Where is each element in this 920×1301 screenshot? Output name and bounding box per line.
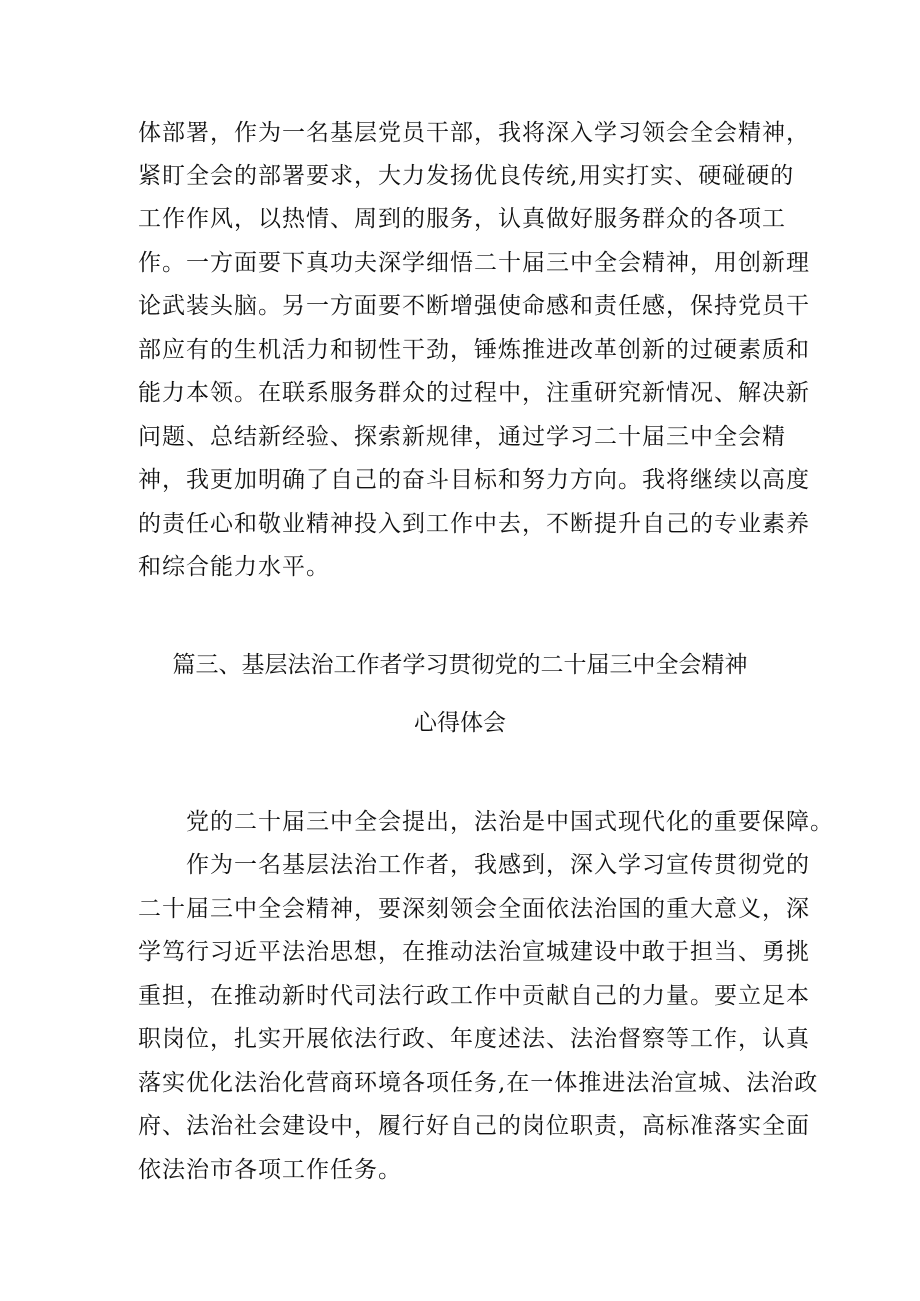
text-line: 问题、总结新经验、探索新规律，通过学习二十届三中全会精 [138, 424, 786, 450]
text-line: 工作作风，以热情、周到的服务，认真做好服务群众的各项工 [138, 206, 786, 232]
text-line: 职岗位，扎实开展依法行政、年度述法、法治督察等工作，认真 [138, 1026, 810, 1052]
text-line: 紧盯全会的部署要求，大力发扬优良传统,用实打实、硬碰硬的 [138, 163, 795, 189]
text-line: 能力本领。在联系服务群众的过程中，注重研究新情况、解决新 [138, 380, 810, 406]
text-line: 二十届三中全会精神，要深刻领会全面依法治国的重大意义，深 [138, 896, 810, 922]
text-line: 党的二十届三中全会提出，法治是中国式现代化的重要保障。 [186, 809, 834, 835]
text-line: 体部署，作为一名基层党员干部，我将深入学习领会全会精神， [138, 120, 810, 146]
text-line: 神，我更加明确了自己的奋斗目标和努力方向。我将继续以高度 [138, 467, 810, 493]
text-line: 学笃行习近平法治思想，在推动法治宣城建设中敢于担当、勇挑 [138, 939, 810, 965]
text-line: 部应有的生机活力和韧性干劲，锤炼推进改革创新的过硬素质和 [138, 337, 810, 363]
section-title-line-2: 心得体会 [414, 710, 506, 736]
text-line: 重担，在推动新时代司法行政工作中贡献自己的力量。要立足本 [138, 983, 810, 1009]
section-title-line-1: 篇三、基层法治工作者学习贯彻党的二十届三中全会精神 [172, 652, 748, 678]
text-line: 的责任心和敬业精神投入到工作中去，不断提升自己的专业素养 [138, 511, 810, 537]
text-line: 落实优化法治化营商环境各项任务,在一体推进法治宣城、法治政 [138, 1070, 819, 1096]
text-line: 作为一名基层法治工作者，我感到，深入学习宣传贯彻党的 [186, 852, 810, 878]
text-line: 作。一方面要下真功夫深学细悟二十届三中全会精神，用创新理 [138, 250, 810, 276]
text-line: 府、法治社会建设中，履行好自己的岗位职责，高标准落实全面 [138, 1113, 810, 1139]
text-line: 依法治市各项工作任务。 [138, 1157, 402, 1183]
text-line: 论武装头脑。另一方面要不断增强使命感和责任感，保持党员干 [138, 293, 810, 319]
text-line: 和综合能力水平。 [138, 554, 330, 580]
